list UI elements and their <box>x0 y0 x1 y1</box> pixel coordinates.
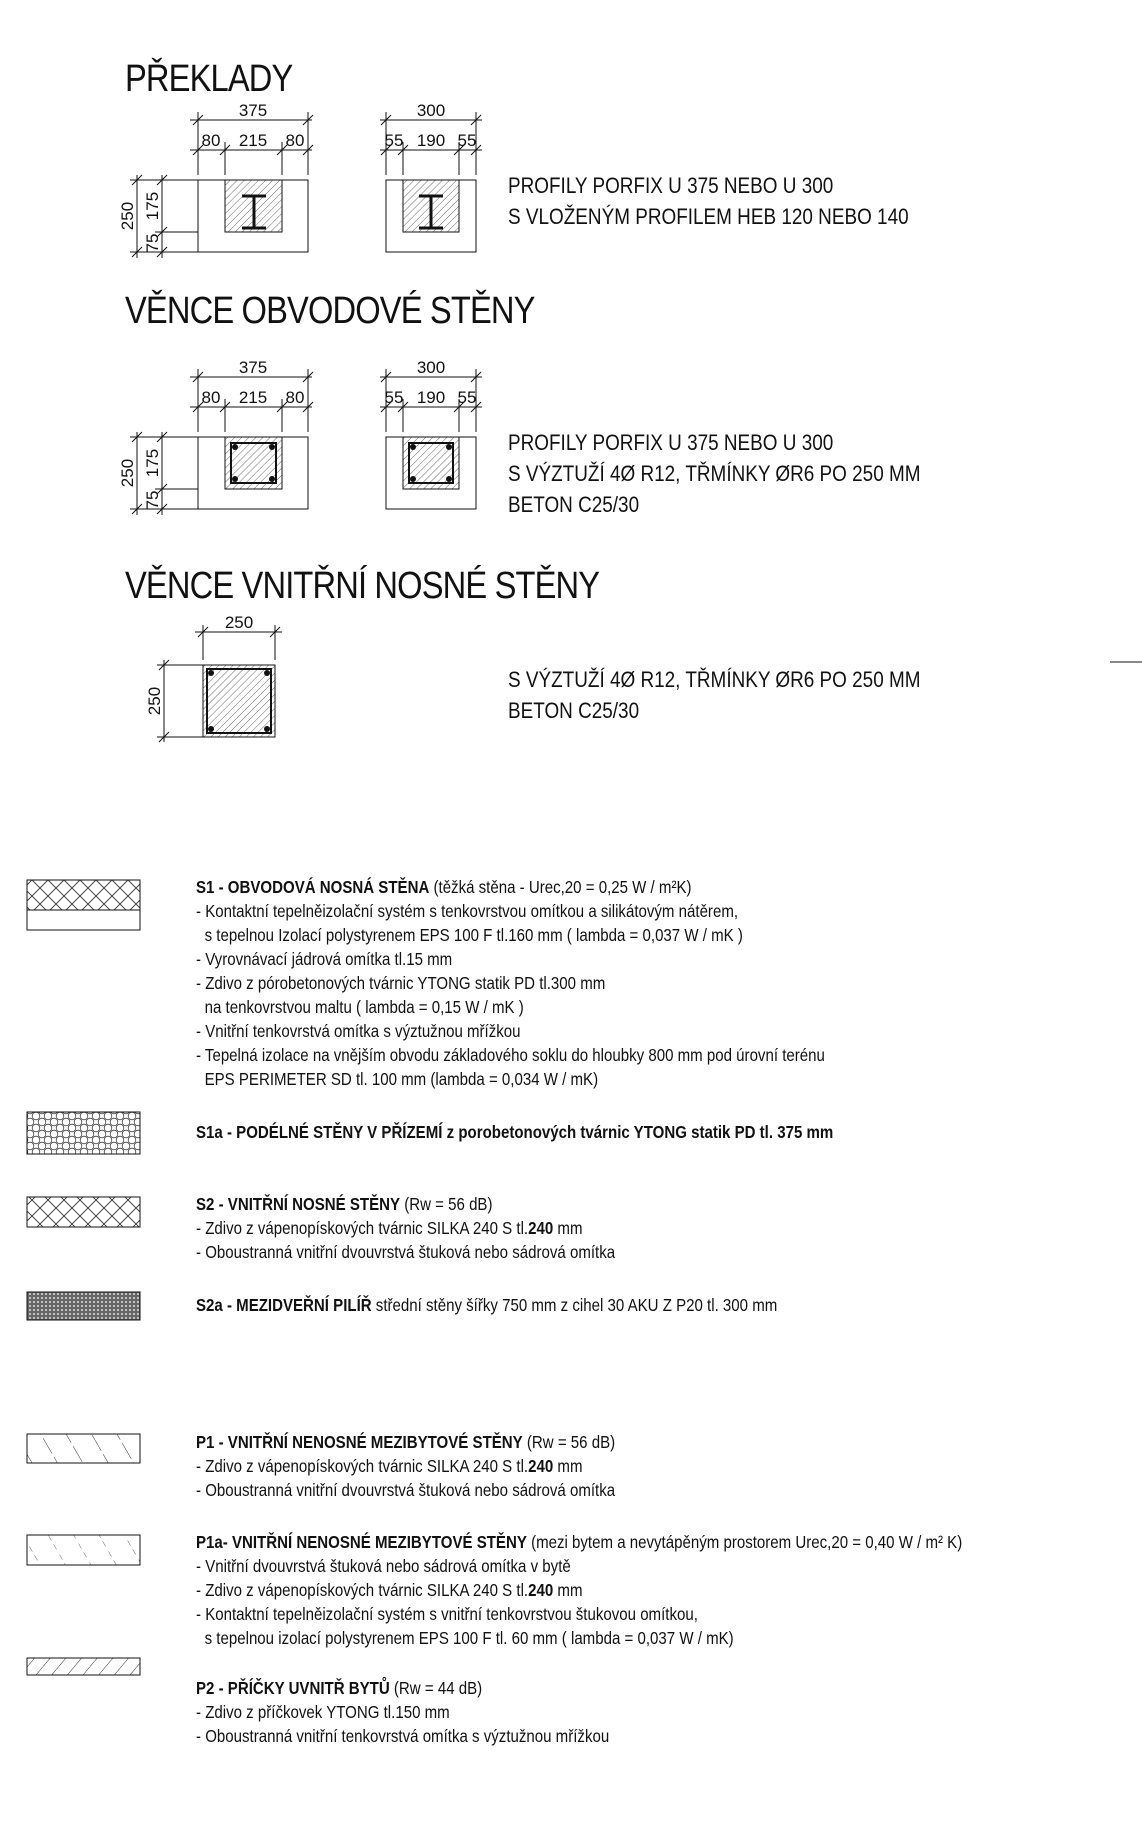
heading-lintels: PŘEKLADY <box>125 58 293 100</box>
dim-upper: 175 <box>143 191 162 221</box>
dim-left: 80 <box>201 388 221 407</box>
outer-beams-note-2: S VÝZTUŽÍ 4Ø R12, TŘMÍNKY ØR6 PO 250 MM <box>508 461 921 486</box>
dim-total: 375 <box>238 358 268 377</box>
dim-mid: 215 <box>238 131 268 150</box>
legend-p1a <box>196 1530 962 1650</box>
dim-height: 250 <box>145 686 164 716</box>
dim-right: 80 <box>285 388 305 407</box>
legend-s1 <box>196 875 825 1091</box>
legend-bold: 240 <box>528 1580 554 1600</box>
legend-p1 <box>196 1430 615 1502</box>
dim-height: 250 <box>118 458 137 488</box>
dim-total: 300 <box>416 101 446 120</box>
legend-line: - Vnitřní tenkovrstvá omítka s výztužnou mřížkou <box>196 1021 521 1041</box>
swatch-s1 <box>27 880 140 910</box>
legend-line: EPS PERIMETER SD tl. 100 mm (lambda = 0,034 W / mK) <box>204 1069 599 1089</box>
heading-outer-beams: VĚNCE OBVODOVÉ STĚNY <box>125 290 535 332</box>
legend-title: OBVODOVÁ NOSNÁ STĚNA <box>227 877 430 897</box>
dim-mid: 215 <box>238 388 268 407</box>
legend-code: P2 - <box>196 1678 228 1698</box>
swatch-s1a <box>27 1112 140 1154</box>
legend-line: - Oboustranná vnitřní tenkovrstvá omítka s výztužnou mřížkou <box>196 1726 610 1746</box>
legend-bold: 240 <box>528 1456 554 1476</box>
legend-bold: 240 <box>528 1218 554 1238</box>
legend-line: - Zdivo z vápenopískových tvárnic SILKA 240 S tl. <box>196 1580 529 1600</box>
swatch-s2a <box>27 1292 140 1320</box>
legend-title: VNITŘNÍ NOSNÉ STĚNY <box>227 1194 401 1214</box>
legend-line: - Zdivo z vápenopískových tvárnic SILKA 240 S tl. <box>196 1218 529 1238</box>
legend-title-rest: (Rw = 44 dB) <box>389 1678 483 1698</box>
legend-line: - Tepelná izolace na vnějším obvodu základového soklu do hloubky 800 mm pod úrovní terénu <box>196 1045 825 1065</box>
legend-title: VNITŘNÍ NENOSNÉ MEZIBYTOVÉ STĚNY <box>227 1432 523 1452</box>
legend-line: - Kontaktní tepelněizolační systém s tenkovrstvou omítkou a silikátovým nátěrem, <box>196 901 739 921</box>
inner-beams-note-2: BETON C25/30 <box>508 698 640 723</box>
legend-line: - Vyrovnávací jádrová omítka tl.15 mm <box>196 949 453 969</box>
legend-title: PŘÍČKY UVNITŘ BYTŮ <box>227 1678 390 1698</box>
legend-line: s tepelnou izolací polystyrenem EPS 100 F tl. 60 mm ( lambda = 0,037 W / mK) <box>204 1628 734 1648</box>
dim-lower: 75 <box>143 233 162 253</box>
legend-code: P1a- <box>196 1532 232 1552</box>
outer-beams-note-1: PROFILY PORFIX U 375 NEBO U 300 <box>508 430 834 455</box>
lintels-note-1: PROFILY PORFIX U 375 NEBO U 300 <box>508 173 834 198</box>
swatch-p1 <box>27 1434 140 1463</box>
dim-left: 55 <box>384 131 404 150</box>
legend-title-rest: (mezi bytem a nevytápěným prostorem Urec,20 = 0,40 W / m² K) <box>526 1532 963 1552</box>
legend-code: S1 - <box>196 877 228 897</box>
heading-inner-beams: VĚNCE VNITŘNÍ NOSNÉ STĚNY <box>125 565 600 607</box>
dim-mid: 190 <box>416 388 446 407</box>
legend-title: MEZIDVEŘNÍ PILÍŘ <box>236 1295 372 1315</box>
dim-left: 55 <box>384 388 404 407</box>
legend-line: na tenkovrstvou maltu ( lambda = 0,15 W / mK ) <box>204 997 524 1017</box>
legend-code: S2 - <box>196 1194 228 1214</box>
legend-line: s tepelnou Izolací polystyrenem EPS 100 F tl.160 mm ( lambda = 0,037 W / mK ) <box>204 925 743 945</box>
legend-line: - Zdivo z pórobetonových tvárnic YTONG statik PD tl.300 mm <box>196 973 606 993</box>
dim-right: 55 <box>457 388 477 407</box>
legend-line: - Kontaktní tepelněizolační systém s vnitřní tenkovrstvou štukovou omítkou, <box>196 1604 698 1624</box>
legend-line: mm <box>553 1456 583 1476</box>
legend-line: - Vnitřní dvouvrstvá štuková nebo sádrová omítka v bytě <box>196 1556 571 1576</box>
dim-total: 375 <box>238 101 268 120</box>
legend-s2 <box>196 1192 615 1264</box>
dim-total: 300 <box>416 358 446 377</box>
legend-code: S1a - <box>196 1122 237 1142</box>
legend-line: mm <box>553 1218 583 1238</box>
legend-title: VNITŘNÍ NENOSNÉ MEZIBYTOVÉ STĚNY <box>231 1532 527 1552</box>
swatch-p1a <box>27 1535 140 1565</box>
dim-right: 80 <box>285 131 305 150</box>
dim-mid: 190 <box>416 131 446 150</box>
legend-line: - Zdivo z vápenopískových tvárnic SILKA 240 S tl. <box>196 1456 529 1476</box>
dim-width: 250 <box>224 613 254 632</box>
dim-upper: 175 <box>143 448 162 478</box>
legend-line: - Oboustranná vnitřní dvouvrstvá štuková nebo sádrová omítka <box>196 1242 616 1262</box>
legend-title: PODÉLNÉ STĚNY V PŘÍZEMÍ z porobetonových tvárnic YTONG statik PD tl. 375 mm <box>236 1122 834 1142</box>
dim-right: 55 <box>457 131 477 150</box>
dim-height: 250 <box>118 201 137 231</box>
legend-line: mm <box>553 1580 583 1600</box>
legend-code: P1 - <box>196 1432 228 1452</box>
lintels-note-2: S VLOŽENÝM PROFILEM HEB 120 NEBO 140 <box>508 204 909 229</box>
legend-title-rest: střední stěny šířky 750 mm z cihel 30 AKU Z P20 tl. 300 mm <box>371 1295 778 1315</box>
legend-line: - Zdivo z příčkovek YTONG tl.150 mm <box>196 1702 450 1722</box>
swatch-s2 <box>27 1197 140 1227</box>
inner-beams-note-1: S VÝZTUŽÍ 4Ø R12, TŘMÍNKY ØR6 PO 250 MM <box>508 667 921 692</box>
legend-title-rest: (Rw = 56 dB) <box>400 1194 493 1214</box>
legend-code: S2a - <box>196 1295 237 1315</box>
legend-p2 <box>196 1676 609 1748</box>
legend-s1a <box>196 1120 833 1144</box>
dim-left: 80 <box>201 131 221 150</box>
legend-title-rest: (Rw = 56 dB) <box>522 1432 616 1452</box>
legend-line: - Oboustranná vnitřní dvouvrstvá štuková nebo sádrová omítka <box>196 1480 616 1500</box>
legend-s2a <box>196 1293 777 1317</box>
outer-beams-note-3: BETON C25/30 <box>508 492 640 517</box>
swatch-p2 <box>27 1658 140 1675</box>
dim-lower: 75 <box>143 490 162 510</box>
legend-title-rest: (těžká stěna - Urec,20 = 0,25 W / m²K) <box>429 877 692 897</box>
